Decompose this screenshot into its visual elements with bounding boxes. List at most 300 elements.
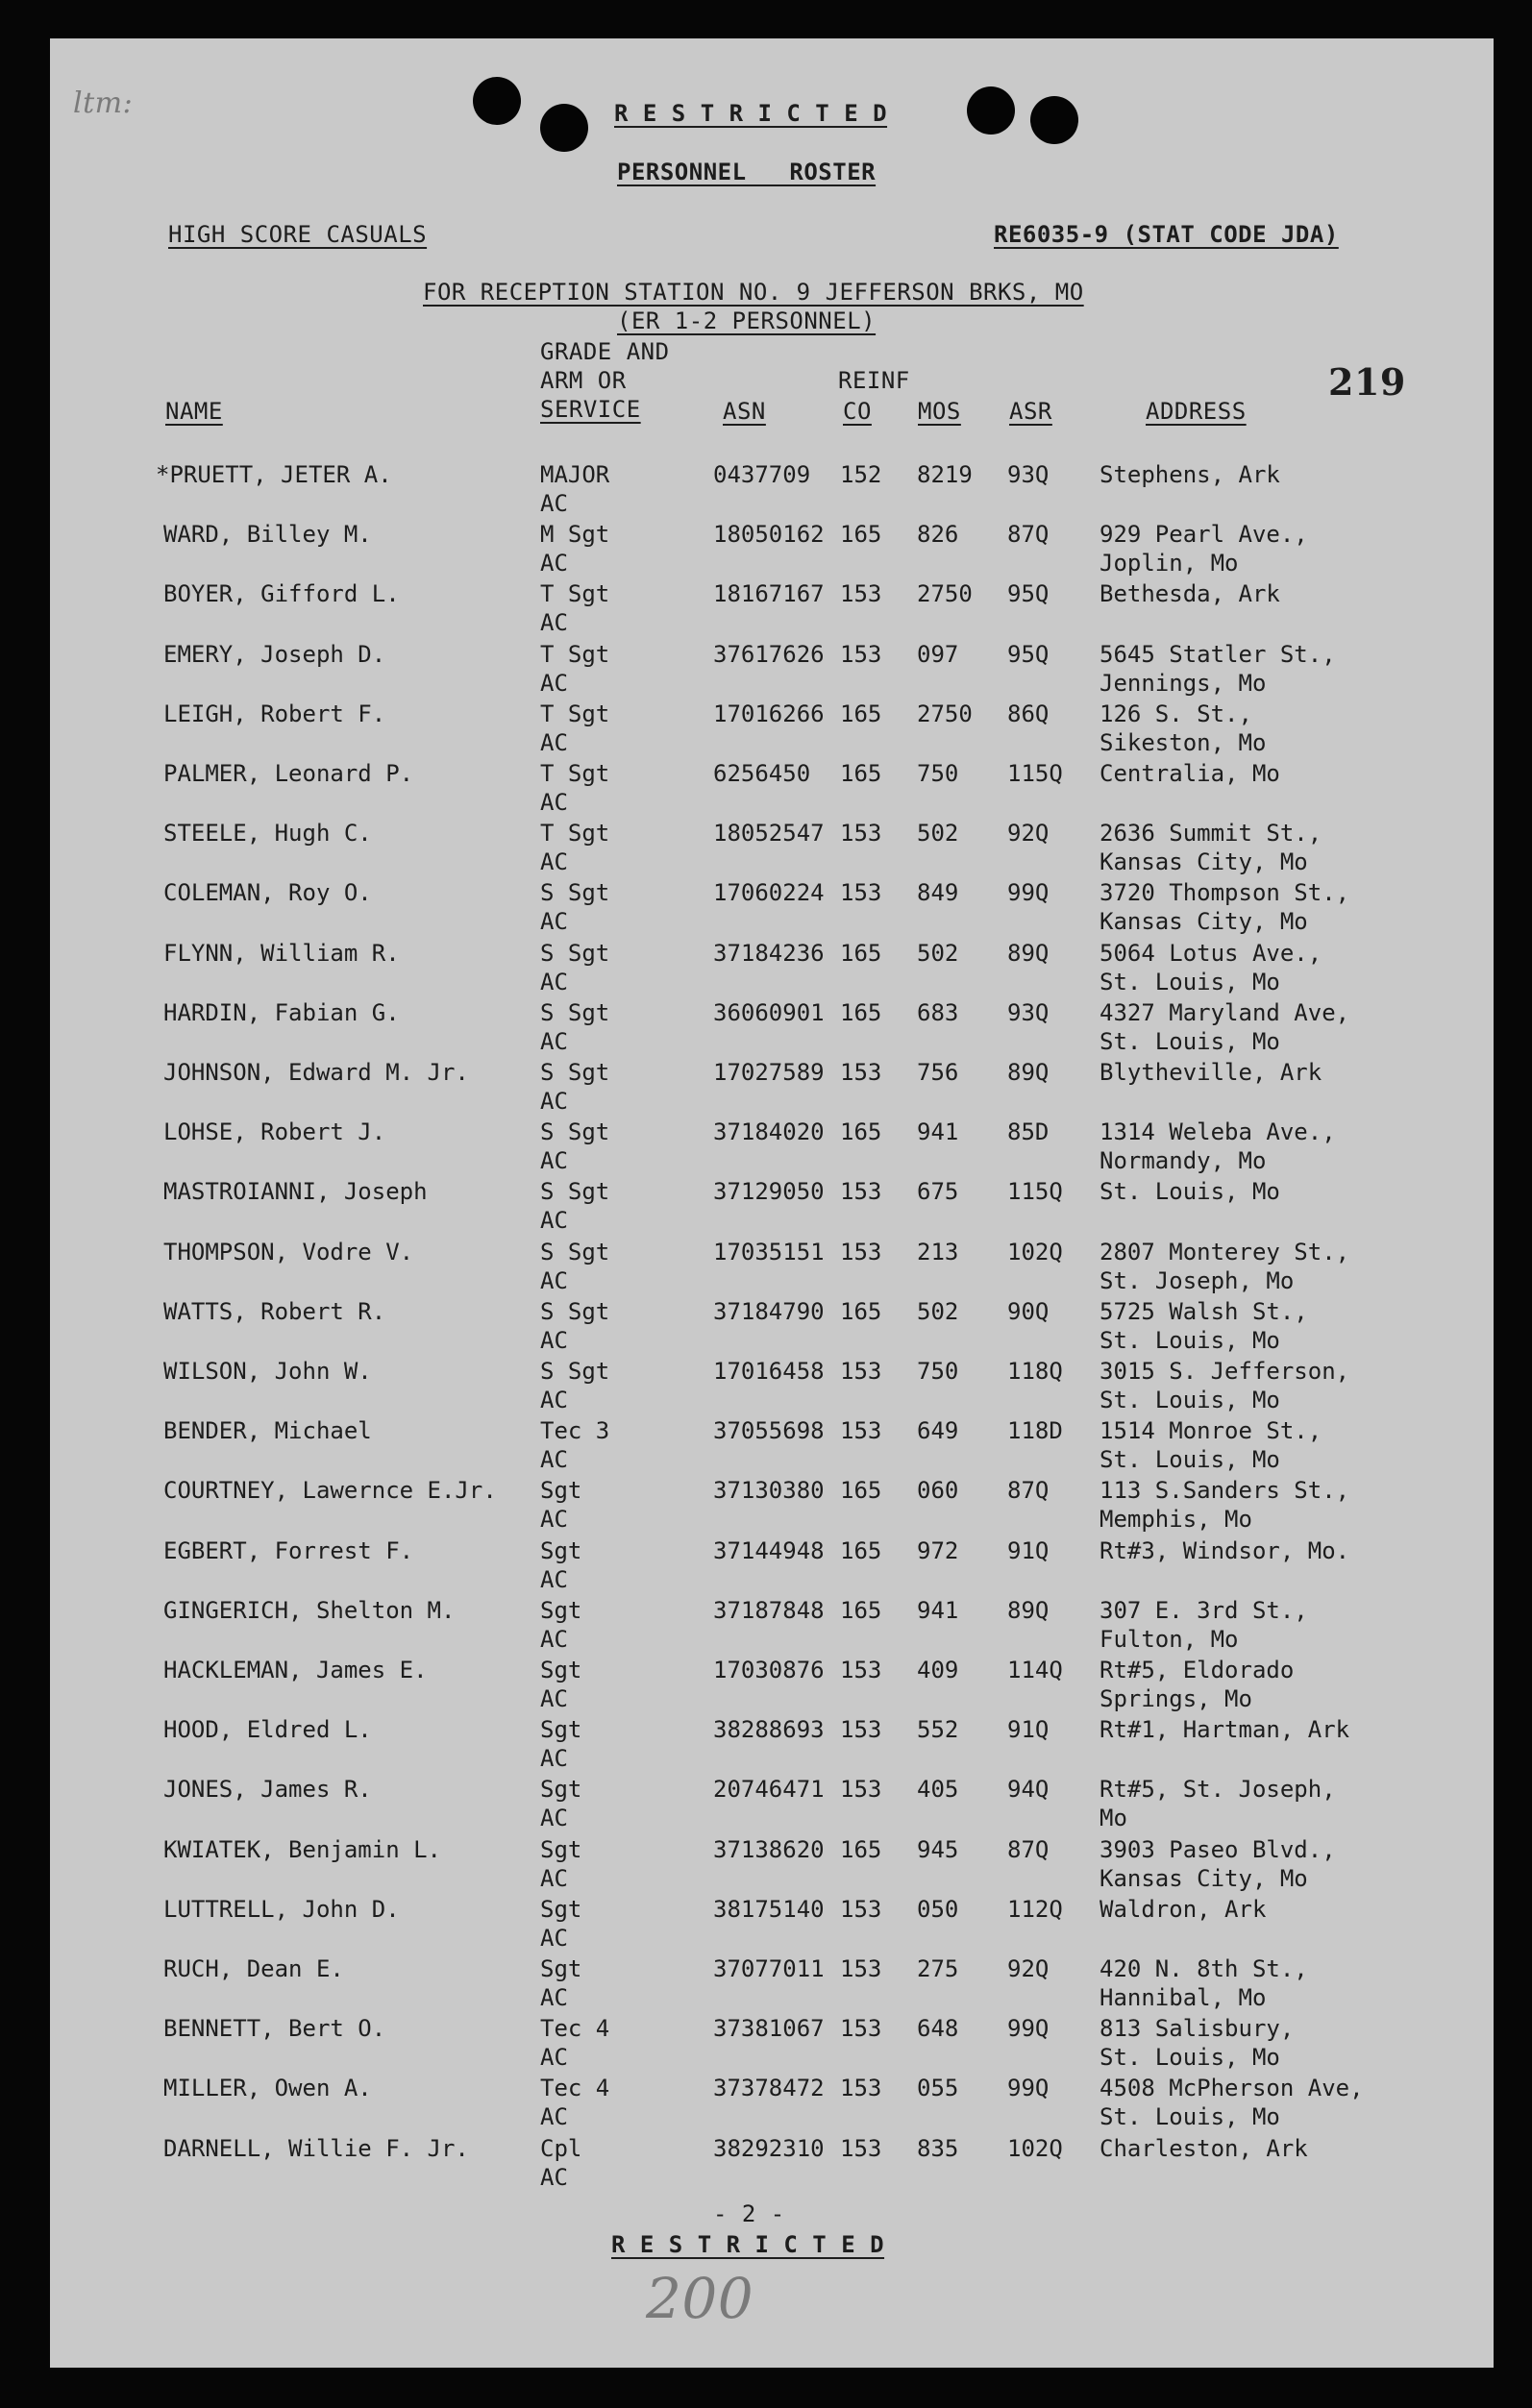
row-name: PALMER, Leonard P.	[163, 760, 414, 787]
col-mos: MOS	[918, 398, 961, 425]
row-arm: AC	[540, 1088, 568, 1115]
table-row	[50, 879, 1494, 939]
row-grade: Cpl	[540, 2134, 582, 2162]
row-name: COURTNEY, Lawernce E.Jr.	[163, 1477, 497, 1505]
row-grade: S Sgt	[540, 1178, 610, 1206]
row-asn: 18167167	[713, 580, 825, 608]
row-asn: 18050162	[713, 521, 825, 549]
row-asr: 85D	[1007, 1118, 1050, 1146]
row-asr: 99Q	[1007, 2015, 1050, 2043]
row-asr: 87Q	[1007, 1835, 1050, 1863]
row-grade: Tec 3	[540, 1417, 610, 1445]
row-name: LEIGH, Robert F.	[163, 700, 386, 727]
row-co: 165	[840, 1118, 882, 1146]
roster-page	[50, 38, 1494, 2368]
row-co: 165	[840, 939, 882, 967]
row-mos: 941	[917, 1596, 959, 1624]
row-asr: 115Q	[1007, 760, 1063, 787]
table-row	[50, 1896, 1494, 1955]
row-co: 165	[840, 1835, 882, 1863]
classification-bottom: R E S T R I C T E D	[611, 2231, 885, 2258]
row-asr: 92Q	[1007, 1955, 1050, 1982]
table-row	[50, 1657, 1494, 1716]
row-asn: 37144948	[713, 1536, 825, 1564]
row-asn: 6256450	[713, 760, 811, 787]
row-name: MILLER, Owen A.	[163, 2075, 372, 2102]
row-grade: S Sgt	[540, 1059, 610, 1086]
row-mos: 405	[917, 1776, 959, 1804]
row-co: 165	[840, 1596, 882, 1624]
row-co: 165	[840, 1536, 882, 1564]
row-name: BENDER, Michael	[163, 1417, 372, 1445]
row-address-line2: St. Louis, Mo	[1100, 2103, 1280, 2131]
table-row	[50, 521, 1494, 580]
row-mos: 502	[917, 1297, 959, 1325]
row-asn: 38292310	[713, 2134, 825, 2162]
row-arm: AC	[540, 1864, 568, 1892]
row-address-line2: St. Louis, Mo	[1100, 1446, 1280, 1474]
row-asr: 87Q	[1007, 1477, 1050, 1505]
row-mos: 756	[917, 1059, 959, 1086]
table-row	[50, 2075, 1494, 2134]
row-address-line2: Springs, Mo	[1100, 1685, 1252, 1712]
row-arm: AC	[540, 550, 568, 577]
table-row	[50, 1059, 1494, 1118]
col-co-line2: CO	[843, 398, 872, 425]
row-grade: T Sgt	[540, 760, 610, 787]
row-grade: T Sgt	[540, 820, 610, 848]
row-mos: 213	[917, 1238, 959, 1265]
row-mos: 750	[917, 760, 959, 787]
row-address-line1: 1514 Monroe St.,	[1100, 1417, 1322, 1445]
row-co: 153	[840, 1716, 882, 1744]
row-asn: 17060224	[713, 879, 825, 907]
row-arm: AC	[540, 1506, 568, 1534]
row-arm: AC	[540, 1565, 568, 1593]
row-address-line1: 113 S.Sanders St.,	[1100, 1477, 1350, 1505]
table-row	[50, 1597, 1494, 1657]
row-name: EMERY, Joseph D.	[163, 640, 386, 668]
row-asr: 87Q	[1007, 521, 1050, 549]
row-name: BOYER, Gifford L.	[163, 580, 400, 608]
row-asr: 89Q	[1007, 1596, 1050, 1624]
row-arm: AC	[540, 609, 568, 637]
row-arm: AC	[540, 2103, 568, 2131]
row-co: 153	[840, 640, 882, 668]
row-mos: 502	[917, 939, 959, 967]
row-arm: AC	[540, 908, 568, 936]
row-arm: AC	[540, 2163, 568, 2191]
row-asr: 102Q	[1007, 2134, 1063, 2162]
row-name: JOHNSON, Edward M. Jr.	[163, 1059, 469, 1086]
row-arm: AC	[540, 669, 568, 697]
row-asn: 37184236	[713, 939, 825, 967]
unit-name: HIGH SCORE CASUALS	[168, 221, 428, 248]
row-name: LUTTRELL, John D.	[163, 1895, 400, 1923]
row-grade: Sgt	[540, 1895, 582, 1923]
table-row	[50, 760, 1494, 820]
table-row	[50, 641, 1494, 700]
row-co: 165	[840, 521, 882, 549]
punch-hole	[967, 86, 1015, 135]
row-mos: 945	[917, 1835, 959, 1863]
row-grade: S Sgt	[540, 879, 610, 907]
row-co: 153	[840, 2075, 882, 2102]
row-name: WATTS, Robert R.	[163, 1297, 386, 1325]
row-name: EGBERT, Forrest F.	[163, 1536, 414, 1564]
row-asn: 36060901	[713, 998, 825, 1026]
row-grade: Sgt	[540, 1835, 582, 1863]
row-asr: 115Q	[1007, 1178, 1063, 1206]
row-name: COLEMAN, Roy O.	[163, 879, 372, 907]
row-address-line1: Rt#5, St. Joseph,	[1100, 1776, 1336, 1804]
row-address-line1: 126 S. St.,	[1100, 700, 1252, 727]
row-asr: 118D	[1007, 1417, 1063, 1445]
row-grade: M Sgt	[540, 521, 610, 549]
row-grade: Sgt	[540, 1536, 582, 1564]
row-address-line1: 3015 S. Jefferson,	[1100, 1358, 1350, 1385]
row-asn: 17035151	[713, 1238, 825, 1265]
row-address-line1: 420 N. 8th St.,	[1100, 1955, 1308, 1982]
row-address-line2: St. Louis, Mo	[1100, 2044, 1280, 2072]
row-arm: AC	[540, 1326, 568, 1354]
row-arm: AC	[540, 1147, 568, 1175]
row-address-line1: Centralia, Mo	[1100, 760, 1280, 787]
row-address-line1: 3903 Paseo Blvd.,	[1100, 1835, 1336, 1863]
row-co: 153	[840, 1895, 882, 1923]
row-address-line2: Kansas City, Mo	[1100, 908, 1308, 936]
station-line: FOR RECEPTION STATION NO. 9 JEFFERSON BRKS, MO	[423, 279, 1084, 306]
row-arm: AC	[540, 1266, 568, 1294]
row-co: 165	[840, 700, 882, 727]
row-asn: 17027589	[713, 1059, 825, 1086]
row-grade: Sgt	[540, 1477, 582, 1505]
table-row	[50, 1239, 1494, 1298]
row-co: 165	[840, 998, 882, 1026]
row-arm: AC	[540, 728, 568, 756]
row-address-line1: 3720 Thompson St.,	[1100, 879, 1350, 907]
row-mos: 2750	[917, 700, 973, 727]
row-name: GINGERICH, Shelton M.	[163, 1596, 456, 1624]
row-asn: 0437709	[713, 461, 811, 488]
col-asn: ASN	[723, 398, 766, 425]
row-address-line1: 5064 Lotus Ave.,	[1100, 939, 1322, 967]
row-grade: Sgt	[540, 1716, 582, 1744]
row-mos: 972	[917, 1536, 959, 1564]
col-co-line1: REINF	[838, 367, 910, 394]
row-co: 153	[840, 2134, 882, 2162]
row-co: 165	[840, 1297, 882, 1325]
table-row	[50, 580, 1494, 640]
row-address-line1: 1314 Weleba Ave.,	[1100, 1118, 1336, 1146]
row-asr: 90Q	[1007, 1297, 1050, 1325]
row-grade: T Sgt	[540, 700, 610, 727]
row-address-line1: Waldron, Ark	[1100, 1895, 1267, 1923]
row-co: 153	[840, 1657, 882, 1683]
row-address-line2: Kansas City, Mo	[1100, 1864, 1308, 1892]
row-asr: 102Q	[1007, 1238, 1063, 1265]
row-co: 153	[840, 2015, 882, 2043]
row-asr: 118Q	[1007, 1358, 1063, 1385]
table-row	[50, 700, 1494, 760]
table-row	[50, 1118, 1494, 1178]
row-arm: AC	[540, 1685, 568, 1712]
row-name: *PRUETT, JETER A.	[156, 461, 392, 488]
row-grade: MAJOR	[540, 461, 610, 488]
row-mos: 649	[917, 1417, 959, 1445]
row-asr: 89Q	[1007, 939, 1050, 967]
row-mos: 941	[917, 1118, 959, 1146]
row-address-line1: 307 E. 3rd St.,	[1100, 1596, 1308, 1624]
row-name: WILSON, John W.	[163, 1358, 372, 1385]
col-address: ADDRESS	[1146, 398, 1247, 425]
row-arm: AC	[540, 1446, 568, 1474]
row-address-line2: St. Louis, Mo	[1100, 968, 1280, 995]
table-row	[50, 1836, 1494, 1896]
row-address-line2: Memphis, Mo	[1100, 1506, 1252, 1534]
row-name: HARDIN, Fabian G.	[163, 998, 400, 1026]
row-grade: T Sgt	[540, 580, 610, 608]
row-grade: Sgt	[540, 1657, 582, 1683]
row-arm: AC	[540, 1924, 568, 1952]
row-asr: 92Q	[1007, 820, 1050, 848]
row-name: RUCH, Dean E.	[163, 1955, 344, 1982]
row-address-line2: St. Louis, Mo	[1100, 1387, 1280, 1413]
row-name: WARD, Billey M.	[163, 521, 372, 549]
row-mos: 750	[917, 1358, 959, 1385]
row-arm: AC	[540, 1207, 568, 1235]
table-row	[50, 940, 1494, 999]
row-asn: 37381067	[713, 2015, 825, 2043]
col-grade-line3: SERVICE	[540, 396, 641, 423]
document-title: PERSONNEL ROSTER	[617, 159, 877, 185]
row-co: 153	[840, 1358, 882, 1385]
row-asn: 17016266	[713, 700, 825, 727]
row-grade: Sgt	[540, 1955, 582, 1982]
table-row	[50, 1955, 1494, 2015]
col-asr: ASR	[1009, 398, 1052, 425]
col-grade-line1: GRADE AND	[540, 338, 670, 365]
row-asn: 17030876	[713, 1657, 825, 1683]
row-co: 152	[840, 461, 882, 488]
table-row	[50, 2135, 1494, 2195]
row-asr: 91Q	[1007, 1536, 1050, 1564]
row-asr: 95Q	[1007, 640, 1050, 668]
row-name: BENNETT, Bert O.	[163, 2015, 386, 2043]
row-grade: Tec 4	[540, 2015, 610, 2043]
col-name: NAME	[165, 398, 223, 425]
row-mos: 849	[917, 879, 959, 907]
table-row	[50, 1178, 1494, 1238]
page-stamp: 219	[1328, 360, 1406, 404]
row-asn: 37617626	[713, 640, 825, 668]
table-row	[50, 1716, 1494, 1776]
handwritten-page-number: 200	[646, 2266, 754, 2331]
row-asn: 38175140	[713, 1895, 825, 1923]
row-grade: S Sgt	[540, 939, 610, 967]
row-asr: 114Q	[1007, 1657, 1063, 1683]
row-grade: S Sgt	[540, 1238, 610, 1265]
row-address-line1: 5725 Walsh St.,	[1100, 1297, 1308, 1325]
row-address-line1: Bethesda, Ark	[1100, 580, 1280, 608]
row-name: JONES, James R.	[163, 1776, 372, 1804]
row-address-line2: Mo	[1100, 1805, 1127, 1832]
table-row	[50, 1358, 1494, 1417]
row-address-line2: St. Joseph, Mo	[1100, 1266, 1295, 1294]
row-asn: 37129050	[713, 1178, 825, 1206]
table-row	[50, 1776, 1494, 1835]
row-name: HOOD, Eldred L.	[163, 1716, 372, 1744]
row-grade: Sgt	[540, 1596, 582, 1624]
row-arm: AC	[540, 1805, 568, 1832]
row-asr: 91Q	[1007, 1716, 1050, 1744]
row-asn: 38288693	[713, 1716, 825, 1744]
punch-hole	[473, 77, 521, 125]
row-name: MASTROIANNI, Joseph	[163, 1178, 428, 1206]
row-co: 165	[840, 1477, 882, 1505]
row-mos: 097	[917, 640, 959, 668]
row-address-line1: Rt#3, Windsor, Mo.	[1100, 1536, 1350, 1564]
row-mos: 2750	[917, 580, 973, 608]
row-co: 153	[840, 1238, 882, 1265]
corner-handwritten-mark: ltm:	[73, 86, 134, 120]
row-address-line1: 2807 Monterey St.,	[1100, 1238, 1350, 1265]
row-asn: 37184020	[713, 1118, 825, 1146]
row-asr: 93Q	[1007, 998, 1050, 1026]
row-mos: 060	[917, 1477, 959, 1505]
table-row	[50, 2015, 1494, 2075]
row-asn: 37184790	[713, 1297, 825, 1325]
row-asr: 99Q	[1007, 879, 1050, 907]
row-address-line1: 929 Pearl Ave.,	[1100, 521, 1308, 549]
row-mos: 050	[917, 1895, 959, 1923]
row-arm: AC	[540, 2044, 568, 2072]
row-mos: 055	[917, 2075, 959, 2102]
row-grade: S Sgt	[540, 998, 610, 1026]
row-grade: Sgt	[540, 1776, 582, 1804]
row-name: THOMPSON, Vodre V.	[163, 1238, 414, 1265]
row-name: HACKLEMAN, James E.	[163, 1657, 428, 1683]
row-address-line1: Stephens, Ark	[1100, 461, 1280, 488]
row-name: DARNELL, Willie F. Jr.	[163, 2134, 469, 2162]
row-mos: 8219	[917, 461, 973, 488]
row-asr: 112Q	[1007, 1895, 1063, 1923]
row-address-line2: St. Louis, Mo	[1100, 1027, 1280, 1055]
row-arm: AC	[540, 1387, 568, 1413]
row-asr: 86Q	[1007, 700, 1050, 727]
row-address-line2: Kansas City, Mo	[1100, 848, 1308, 876]
row-address-line1: 4327 Maryland Ave,	[1100, 998, 1350, 1026]
table-row	[50, 820, 1494, 879]
row-arm: AC	[540, 1027, 568, 1055]
row-name: KWIATEK, Benjamin L.	[163, 1835, 441, 1863]
table-row	[50, 1417, 1494, 1477]
row-address-line2: Normandy, Mo	[1100, 1147, 1267, 1175]
row-grade: S Sgt	[540, 1118, 610, 1146]
row-co: 165	[840, 760, 882, 787]
row-address-line1: St. Louis, Mo	[1100, 1178, 1280, 1206]
row-address-line2: Jennings, Mo	[1100, 669, 1267, 697]
row-co: 153	[840, 1776, 882, 1804]
row-mos: 826	[917, 521, 959, 549]
punch-hole	[540, 104, 588, 152]
row-address-line1: 2636 Summit St.,	[1100, 820, 1322, 848]
row-asr: 94Q	[1007, 1776, 1050, 1804]
row-address-line2: Hannibal, Mo	[1100, 1984, 1267, 2011]
row-mos: 275	[917, 1955, 959, 1982]
row-co: 153	[840, 1417, 882, 1445]
row-address-line1: Rt#5, Eldorado	[1100, 1657, 1295, 1683]
row-arm: AC	[540, 968, 568, 995]
row-arm: AC	[540, 1984, 568, 2011]
row-name: STEELE, Hugh C.	[163, 820, 372, 848]
row-address-line1: 813 Salisbury,	[1100, 2015, 1295, 2043]
page-number: - 2 -	[713, 2200, 785, 2227]
row-asn: 37187848	[713, 1596, 825, 1624]
row-address-line1: Blytheville, Ark	[1100, 1059, 1322, 1086]
row-mos: 675	[917, 1178, 959, 1206]
row-co: 153	[840, 820, 882, 848]
row-co: 153	[840, 580, 882, 608]
row-co: 153	[840, 879, 882, 907]
col-grade-line2: ARM OR	[540, 367, 627, 394]
row-asn: 37077011	[713, 1955, 825, 1982]
punch-hole	[1030, 96, 1078, 144]
table-row	[50, 1477, 1494, 1536]
row-asn: 37138620	[713, 1835, 825, 1863]
row-asn: 37130380	[713, 1477, 825, 1505]
row-grade: T Sgt	[540, 640, 610, 668]
row-grade: Tec 4	[540, 2075, 610, 2102]
row-name: LOHSE, Robert J.	[163, 1118, 386, 1146]
stat-code: RE6035-9 (STAT CODE JDA)	[994, 221, 1339, 248]
table-row	[50, 1298, 1494, 1358]
row-mos: 835	[917, 2134, 959, 2162]
table-row	[50, 1537, 1494, 1597]
row-mos: 648	[917, 2015, 959, 2043]
row-asr: 99Q	[1007, 2075, 1050, 2102]
row-grade: S Sgt	[540, 1297, 610, 1325]
row-asn: 20746471	[713, 1776, 825, 1804]
row-mos: 552	[917, 1716, 959, 1744]
row-address-line1: 4508 McPherson Ave,	[1100, 2075, 1364, 2102]
row-address-line2: Joplin, Mo	[1100, 550, 1239, 577]
row-address-line1: Charleston, Ark	[1100, 2134, 1308, 2162]
table-row	[50, 999, 1494, 1059]
table-row	[50, 461, 1494, 521]
row-asn: 37055698	[713, 1417, 825, 1445]
row-asr: 93Q	[1007, 461, 1050, 488]
row-co: 153	[840, 1178, 882, 1206]
row-arm: AC	[540, 1625, 568, 1653]
row-arm: AC	[540, 1745, 568, 1773]
row-asn: 37378472	[713, 2075, 825, 2102]
classification-top: R E S T R I C T E D	[614, 100, 888, 127]
row-co: 153	[840, 1059, 882, 1086]
row-co: 153	[840, 1955, 882, 1982]
row-address-line2: Fulton, Mo	[1100, 1625, 1239, 1653]
row-mos: 683	[917, 998, 959, 1026]
row-arm: AC	[540, 789, 568, 816]
row-address-line2: Sikeston, Mo	[1100, 728, 1267, 756]
row-asr: 95Q	[1007, 580, 1050, 608]
row-grade: S Sgt	[540, 1358, 610, 1385]
row-address-line1: 5645 Statler St.,	[1100, 640, 1336, 668]
row-name: FLYNN, William R.	[163, 939, 400, 967]
row-asn: 17016458	[713, 1358, 825, 1385]
row-asn: 18052547	[713, 820, 825, 848]
row-arm: AC	[540, 490, 568, 517]
